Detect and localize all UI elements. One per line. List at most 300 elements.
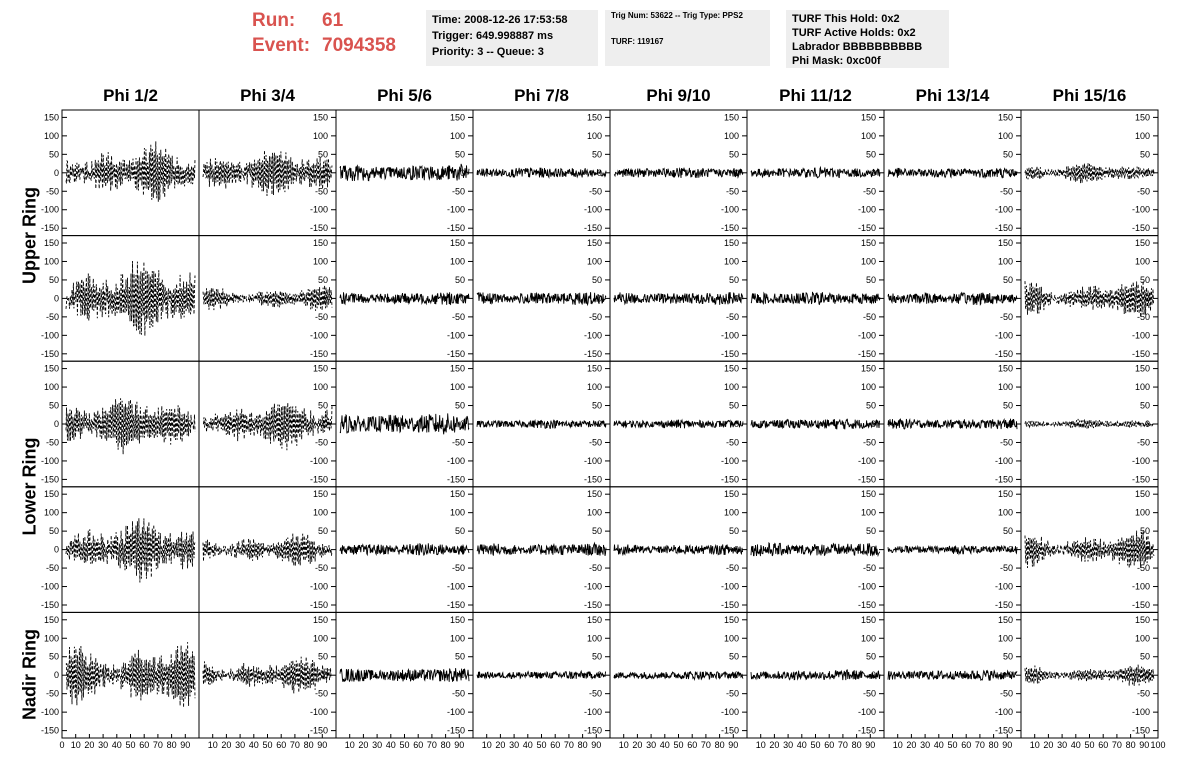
x-tick-label: 70	[1111, 740, 1122, 750]
y-tick-label: -100	[583, 330, 602, 341]
x-tick-label: 20	[221, 740, 232, 750]
y-tick-label: 150	[312, 363, 328, 374]
y-tick-label: -150	[309, 600, 328, 611]
y-tick-label: -100	[309, 707, 328, 718]
y-tick-label: 0	[53, 544, 59, 555]
y-tick-label: 50	[728, 274, 739, 285]
y-tick-label: 100	[586, 130, 602, 141]
y-tick-label: 100	[997, 507, 1013, 518]
y-tick-label: 150	[997, 112, 1013, 123]
x-tick-label: 10	[481, 740, 492, 750]
y-tick-label: 150	[43, 363, 59, 374]
waveform-trace	[203, 285, 332, 311]
waveform-trace	[751, 670, 880, 680]
y-tick-label: 150	[43, 614, 59, 625]
y-tick-label: 100	[860, 507, 876, 518]
y-tick-label: 150	[312, 112, 328, 123]
y-tick-label: -50	[725, 563, 739, 574]
waveform-trace	[1025, 665, 1154, 686]
y-tick-label: -50	[588, 186, 602, 197]
x-tick-label: 40	[1070, 740, 1081, 750]
column-header: Phi 1/2	[103, 86, 158, 105]
y-tick-label: 100	[860, 382, 876, 393]
waveform-trace	[751, 419, 880, 430]
y-tick-label: 100	[1134, 382, 1150, 393]
y-tick-label: -50	[862, 311, 876, 322]
waveform-trace	[477, 671, 606, 679]
x-tick-label: 20	[495, 740, 506, 750]
y-tick-label: 100	[723, 130, 739, 141]
y-tick-label: -150	[1131, 725, 1150, 736]
waveform-panel	[199, 110, 336, 236]
y-tick-label: 150	[586, 363, 602, 374]
y-tick-label: -50	[451, 437, 465, 448]
y-tick-label: 0	[322, 293, 328, 304]
x-tick-label: 40	[659, 740, 670, 750]
waveform-trace	[751, 543, 880, 556]
waveform-panel	[610, 110, 747, 236]
y-tick-label: -50	[45, 437, 59, 448]
y-tick-label: -150	[720, 223, 739, 234]
column-header: Phi 5/6	[377, 86, 432, 105]
y-tick-label: 0	[1144, 544, 1150, 555]
x-tick-label: 40	[796, 740, 807, 750]
y-tick-label: 50	[48, 274, 59, 285]
x-tick-label: 50	[262, 740, 273, 750]
x-tick-label: 70	[563, 740, 574, 750]
x-tick-label: 70	[837, 740, 848, 750]
y-tick-label: 0	[870, 670, 876, 681]
y-tick-label: 150	[449, 237, 465, 248]
waveform-panel	[1021, 361, 1158, 487]
x-tick-label: 60	[824, 740, 835, 750]
y-tick-label: -50	[45, 311, 59, 322]
y-tick-label: 150	[997, 614, 1013, 625]
y-tick-label: -150	[994, 600, 1013, 611]
waveform-panel	[199, 612, 336, 738]
y-tick-label: 0	[596, 293, 602, 304]
x-tick-label: 80	[1125, 740, 1136, 750]
y-tick-label: -100	[309, 581, 328, 592]
y-tick-label: -100	[857, 455, 876, 466]
y-tick-label: 50	[317, 400, 328, 411]
y-tick-label: -100	[1131, 455, 1150, 466]
waveform-trace	[614, 544, 743, 555]
waveform-trace	[751, 167, 880, 177]
y-tick-label: 150	[997, 363, 1013, 374]
waveform-panel	[41, 612, 199, 738]
y-tick-label: -50	[314, 311, 328, 322]
x-tick-label: 20	[632, 740, 643, 750]
y-tick-label: -150	[40, 725, 59, 736]
y-tick-label: -150	[1131, 474, 1150, 485]
y-tick-label: -50	[588, 563, 602, 574]
waveform-panel	[884, 612, 1021, 738]
x-tick-label: 10	[70, 740, 81, 750]
y-tick-label: 0	[322, 167, 328, 178]
time-text: Time: 2008-12-26 17:53:58	[432, 14, 568, 26]
y-tick-label: 0	[1007, 419, 1013, 429]
x-tick-label: 80	[440, 740, 451, 750]
waveform-trace	[66, 642, 195, 708]
y-tick-label: 0	[596, 167, 602, 178]
y-tick-label: -50	[1136, 437, 1150, 448]
y-tick-label: 0	[733, 544, 739, 555]
y-tick-label: -100	[994, 455, 1013, 466]
y-tick-label: -100	[446, 581, 465, 592]
x-tick-label: 50	[810, 740, 821, 750]
y-tick-label: 100	[43, 382, 59, 393]
y-tick-label: 150	[449, 112, 465, 123]
y-tick-label: 0	[459, 419, 465, 429]
y-tick-label: -100	[40, 707, 59, 718]
waveform-panel	[610, 487, 747, 613]
y-tick-label: 150	[312, 489, 328, 500]
waveform-trace	[751, 292, 880, 305]
waveform-panel	[473, 487, 610, 613]
y-tick-label: -100	[583, 707, 602, 718]
y-tick-label: -100	[446, 330, 465, 341]
waveform-panel	[473, 236, 610, 362]
y-tick-label: -100	[720, 204, 739, 215]
y-tick-label: -150	[857, 223, 876, 234]
turf-active-text: TURF Active Holds: 0x2	[792, 27, 916, 39]
y-tick-label: 100	[312, 633, 328, 644]
y-tick-label: 100	[43, 507, 59, 518]
y-tick-label: 0	[1007, 670, 1013, 681]
y-tick-label: -150	[583, 348, 602, 359]
waveform-trace	[340, 668, 469, 682]
y-tick-label: 50	[1139, 274, 1150, 285]
y-tick-label: 50	[1002, 526, 1013, 537]
y-tick-label: -100	[309, 455, 328, 466]
y-tick-label: -100	[1131, 707, 1150, 718]
y-tick-label: -150	[720, 348, 739, 359]
waveform-trace	[1025, 163, 1154, 183]
y-tick-label: -150	[40, 348, 59, 359]
run-label: Run:	[252, 10, 296, 31]
y-tick-label: -50	[314, 688, 328, 699]
x-tick-label: 40	[385, 740, 396, 750]
waveform-panel	[336, 612, 473, 738]
y-tick-label: 50	[454, 526, 465, 537]
y-tick-label: -150	[309, 223, 328, 234]
y-tick-label: 150	[586, 614, 602, 625]
y-tick-label: 0	[1144, 167, 1150, 178]
y-tick-label: -50	[588, 688, 602, 699]
x-tick-label: 60	[1098, 740, 1109, 750]
y-tick-label: -150	[1131, 348, 1150, 359]
y-tick-label: 100	[449, 256, 465, 267]
y-tick-label: -100	[720, 581, 739, 592]
x-tick-label: 70	[152, 740, 163, 750]
y-tick-label: 100	[860, 256, 876, 267]
waveform-trace	[888, 546, 1017, 554]
y-tick-label: 150	[723, 237, 739, 248]
y-tick-label: 100	[312, 256, 328, 267]
y-tick-label: 150	[997, 489, 1013, 500]
y-tick-label: 50	[865, 149, 876, 160]
y-tick-label: -100	[309, 330, 328, 341]
waveform-trace	[203, 150, 332, 196]
waveform-panel	[41, 361, 199, 487]
y-tick-label: -50	[862, 688, 876, 699]
y-tick-label: 50	[865, 651, 876, 662]
y-tick-label: 50	[865, 400, 876, 411]
y-tick-label: 0	[459, 544, 465, 555]
y-tick-label: -100	[1131, 330, 1150, 341]
waveform-panel	[199, 487, 336, 613]
trig-num-text: Trig Num: 53622 -- Trig Type: PPS2	[611, 11, 743, 20]
y-tick-label: 50	[728, 526, 739, 537]
y-tick-label: 50	[865, 274, 876, 285]
y-tick-label: 50	[591, 149, 602, 160]
y-tick-label: 150	[1134, 237, 1150, 248]
waveform-panel	[1021, 612, 1158, 738]
y-tick-label: 50	[454, 274, 465, 285]
waveform-trace	[477, 168, 606, 178]
y-tick-label: 150	[723, 363, 739, 374]
x-tick-label: 30	[235, 740, 246, 750]
y-tick-label: 100	[586, 256, 602, 267]
x-tick-label: 20	[84, 740, 95, 750]
waveform-panel	[610, 361, 747, 487]
turf-hold-text: TURF This Hold: 0x2	[792, 13, 900, 25]
y-tick-label: 100	[43, 130, 59, 141]
waveform-trace	[340, 292, 469, 305]
y-tick-label: -50	[862, 563, 876, 574]
waveform-panel	[747, 361, 884, 487]
priority-text: Priority: 3 -- Queue: 3	[432, 46, 544, 58]
y-tick-label: -150	[309, 474, 328, 485]
y-tick-label: 100	[312, 507, 328, 518]
y-tick-label: 150	[312, 614, 328, 625]
y-tick-label: -150	[446, 348, 465, 359]
y-tick-label: 0	[459, 167, 465, 178]
waveform-trace	[1025, 531, 1154, 569]
x-tick-label: 90	[591, 740, 602, 750]
waveform-panel	[884, 110, 1021, 236]
waveform-panel	[610, 236, 747, 362]
y-tick-label: 100	[723, 256, 739, 267]
y-tick-label: -100	[583, 204, 602, 215]
y-tick-label: 150	[860, 489, 876, 500]
y-tick-label: 0	[596, 544, 602, 555]
waveform-trace	[614, 420, 743, 429]
x-tick-label: 30	[372, 740, 383, 750]
waveform-panel	[41, 487, 199, 613]
y-tick-label: 150	[586, 112, 602, 123]
y-tick-label: -100	[40, 455, 59, 466]
x-tick-label: 70	[426, 740, 437, 750]
y-tick-label: -150	[583, 223, 602, 234]
y-tick-label: -150	[1131, 223, 1150, 234]
y-tick-label: 50	[1139, 651, 1150, 662]
y-tick-label: -50	[45, 563, 59, 574]
y-tick-label: -150	[857, 600, 876, 611]
waveform-trace	[477, 292, 606, 305]
y-tick-label: 50	[591, 274, 602, 285]
y-tick-label: -150	[40, 474, 59, 485]
x-tick-label: 30	[98, 740, 109, 750]
waveform-trace	[1025, 419, 1154, 429]
x-tick-label: 90	[180, 740, 191, 750]
y-tick-label: -150	[446, 725, 465, 736]
x-tick-label: 10	[618, 740, 629, 750]
y-tick-label: -50	[314, 186, 328, 197]
waveform-panel	[884, 236, 1021, 362]
waveform-trace	[66, 398, 195, 454]
y-tick-label: -150	[857, 474, 876, 485]
y-tick-label: -50	[45, 688, 59, 699]
waveform-panel	[747, 110, 884, 236]
waveform-panel	[336, 361, 473, 487]
y-tick-label: 50	[454, 149, 465, 160]
waveform-trace	[340, 164, 469, 181]
y-tick-label: -100	[309, 204, 328, 215]
y-tick-label: -50	[999, 186, 1013, 197]
x-tick-label: 60	[276, 740, 287, 750]
y-tick-label: 100	[449, 633, 465, 644]
y-tick-label: -150	[857, 348, 876, 359]
x-tick-label: 50	[125, 740, 136, 750]
x-tick-label: 90	[454, 740, 465, 750]
y-tick-label: 0	[53, 293, 59, 304]
x-tick-label: 10	[755, 740, 766, 750]
y-tick-label: 150	[1134, 112, 1150, 123]
row-header: Lower Ring	[19, 437, 40, 536]
y-tick-label: -150	[309, 348, 328, 359]
y-tick-label: 100	[1134, 633, 1150, 644]
x-tick-label: 60	[687, 740, 698, 750]
waveform-trace	[66, 141, 195, 201]
y-tick-label: -150	[583, 725, 602, 736]
waveform-trace	[888, 293, 1017, 305]
waveform-panel	[199, 361, 336, 487]
waveform-trace	[614, 292, 743, 305]
y-tick-label: -150	[994, 474, 1013, 485]
x-tick-label: 40	[111, 740, 122, 750]
y-tick-label: -100	[720, 707, 739, 718]
y-tick-label: -150	[720, 600, 739, 611]
y-tick-label: -150	[446, 474, 465, 485]
y-tick-label: 0	[870, 293, 876, 304]
y-tick-label: -50	[451, 186, 465, 197]
y-tick-label: -100	[857, 204, 876, 215]
y-tick-label: -50	[451, 311, 465, 322]
y-tick-label: 150	[449, 363, 465, 374]
y-tick-label: 150	[860, 363, 876, 374]
waveform-panel	[1021, 110, 1158, 236]
x-tick-label: 50	[1084, 740, 1095, 750]
waveform-panel	[473, 110, 610, 236]
y-tick-label: 100	[723, 633, 739, 644]
x-tick-label: 60	[961, 740, 972, 750]
y-tick-label: 0	[1007, 167, 1013, 178]
x-tick-label: 100	[1150, 740, 1166, 750]
y-tick-label: 100	[1134, 507, 1150, 518]
waveform-panel	[336, 487, 473, 613]
y-tick-label: -100	[994, 707, 1013, 718]
labrador-text: Labrador BBBBBBBBBB	[792, 41, 923, 53]
column-header: Phi 7/8	[514, 86, 569, 105]
y-tick-label: 100	[449, 382, 465, 393]
y-tick-label: -50	[588, 311, 602, 322]
y-tick-label: 0	[733, 419, 739, 429]
run-value: 61	[322, 10, 344, 31]
waveform-panel	[336, 236, 473, 362]
y-tick-label: 0	[459, 293, 465, 304]
y-tick-label: -50	[1136, 688, 1150, 699]
y-tick-label: -100	[857, 707, 876, 718]
x-tick-label: 30	[783, 740, 794, 750]
y-tick-label: 100	[312, 130, 328, 141]
y-tick-label: 0	[1007, 544, 1013, 555]
y-tick-label: 50	[1139, 400, 1150, 411]
waveform-panel	[41, 236, 199, 362]
y-tick-label: 150	[723, 614, 739, 625]
y-tick-label: -100	[857, 581, 876, 592]
row-header: Nadir Ring	[19, 629, 40, 721]
y-tick-label: -100	[857, 330, 876, 341]
x-tick-label: 30	[509, 740, 520, 750]
x-tick-label: 80	[577, 740, 588, 750]
x-tick-label: 70	[700, 740, 711, 750]
x-tick-label: 60	[139, 740, 150, 750]
waveform-trace	[888, 670, 1017, 680]
x-tick-label: 70	[974, 740, 985, 750]
waveform-panel	[41, 110, 199, 236]
y-tick-label: 100	[586, 633, 602, 644]
turf-text: TURF: 119167	[611, 37, 664, 46]
y-tick-label: 50	[1002, 400, 1013, 411]
y-tick-label: -50	[725, 311, 739, 322]
y-tick-label: 50	[1139, 149, 1150, 160]
y-tick-label: 50	[48, 400, 59, 411]
waveform-trace	[66, 518, 195, 582]
x-tick-label: 80	[714, 740, 725, 750]
y-tick-label: 150	[723, 489, 739, 500]
event-value: 7094358	[322, 35, 396, 56]
y-tick-label: 150	[723, 112, 739, 123]
y-tick-label: -150	[720, 725, 739, 736]
y-tick-label: -100	[40, 204, 59, 215]
trigger-text: Trigger: 649.998887 ms	[432, 30, 554, 42]
x-tick-label: 10	[207, 740, 218, 750]
y-tick-label: 150	[43, 489, 59, 500]
y-tick-label: 50	[865, 526, 876, 537]
y-tick-label: 150	[1134, 614, 1150, 625]
y-tick-label: 0	[733, 670, 739, 681]
waveform-panel	[1021, 236, 1158, 362]
event-label: Event:	[252, 35, 311, 56]
y-tick-label: 50	[728, 400, 739, 411]
y-tick-label: 100	[860, 130, 876, 141]
waveform-trace	[888, 168, 1017, 178]
y-tick-label: -50	[1136, 563, 1150, 574]
column-header: Phi 3/4	[240, 86, 295, 105]
y-tick-label: 150	[43, 237, 59, 248]
waveform-panel	[747, 487, 884, 613]
x-tick-label: 20	[769, 740, 780, 750]
y-tick-label: -100	[994, 204, 1013, 215]
y-tick-label: 50	[1002, 651, 1013, 662]
y-tick-label: 150	[312, 237, 328, 248]
y-tick-label: 50	[48, 651, 59, 662]
y-tick-label: -100	[446, 707, 465, 718]
y-tick-label: -100	[446, 204, 465, 215]
waveform-panel	[473, 612, 610, 738]
